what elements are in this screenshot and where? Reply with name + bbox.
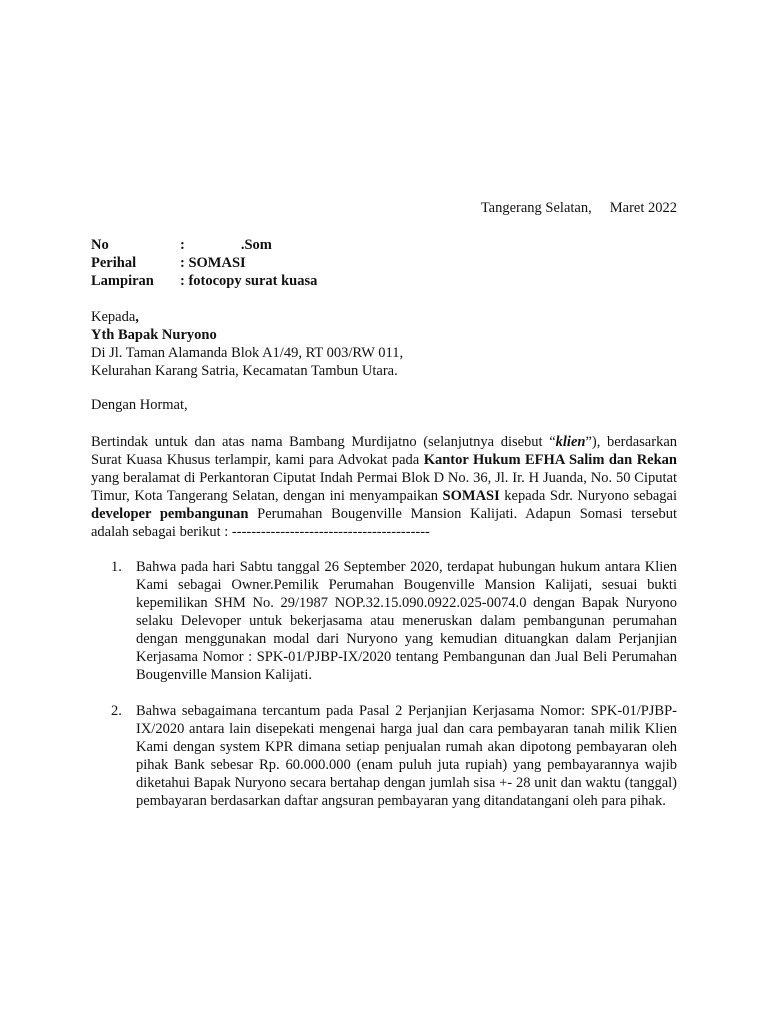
intro-text-4: kepada Sdr. Nuryono sebagai [499, 488, 677, 504]
recipient-block [91, 308, 681, 380]
list-item-text: Bahwa pada hari Sabtu tanggal 26 September 2020, terdapat hubungan hukum antara Klien Kami sebagai Owner.Pemilik Perumahan Bougenville Mansion Kalijati, sesuai bukti kepemilikan SHM No. 29/1987 NOP.32.15.090.0922.025-0074.0 dengan Bapak Nuryono selaku Delevoper untuk bekerjasama atau meneruskan dalam pembangunan perumahan dengan menggunakan modal dari Nuryono yang kemudian dituangkan dalam Perjanjian Kerjasama Nomor : SPK-01/PJBP-IX/2020 tentang Pembangunan dan Jual Beli Perumahan Bougenville Mansion Kalijati. [136, 559, 677, 683]
intro-somasi: SOMASI [442, 488, 500, 504]
letter-meta [91, 236, 317, 290]
intro-firm: Kantor Hukum EFHA Salim dan Rekan [423, 452, 677, 468]
list-item-text: Bahwa sebagaimana tercantum pada Pasal 2 Perjanjian Kerjasama Nomor: SPK-01/PJBP-IX/2020 antara lain disepekati mengenai harga jual dan cara pembayaran tanah milik Klien Kami dengan system KPR dimana setiap penjualan rumah akan dipotong pembayaran oleh pihak Bank sebesar Rp. 60.000.000 (enam puluh juta rupiah) yang pembayarannya wajib diketahui Bapak Nuryono secara bertahap dengan jumlah sisa +- 28 unit dan waktu (tanggal) pembayaran berdasarkan daftar angsuran pembayaran yang ditandatangani oleh para pihak. [136, 703, 677, 809]
meta-row-lampiran [91, 272, 317, 290]
meta-no-colon: : [180, 237, 185, 253]
recipient-address-2: Kelurahan Karang Satria, Kecamatan Tambun Utara. [91, 363, 398, 379]
intro-paragraph [91, 433, 677, 541]
meta-row-perihal [91, 254, 317, 272]
intro-text-3: yang beralamat di Perkantoran Ciputat Indah Permai Blok D No. 36, Jl. Ir. H Juanda, No. 50 Ciputat Timur, Kota Tangerang Selatan, dengan ini menyampaikan [91, 470, 677, 504]
meta-perihal-value: : SOMASI [180, 255, 246, 271]
intro-developer: developer pembangunan [91, 506, 249, 522]
list-item [91, 702, 677, 810]
meta-row-no [91, 236, 317, 254]
recipient-kepada: Kepada [91, 309, 136, 325]
meta-no-label: No [91, 237, 109, 253]
recipient-kepada-comma: , [135, 309, 139, 325]
intro-text-2: ”), berdasarkan Surat Kuasa Khusus terlampir, kami para Advokat pada [91, 434, 678, 468]
recipient-address-1: Di Jl. Taman Alamanda Blok A1/49, RT 003/RW 011, [91, 345, 404, 361]
list-item-number: 2. [111, 703, 122, 719]
list-item [91, 558, 677, 684]
intro-text-1: Bertindak untuk dan atas nama Bambang Murdijatno (selanjutnya disebut “ [91, 434, 556, 450]
intro-klien: klien [555, 434, 586, 450]
recipient-name: Yth Bapak Nuryono [91, 327, 217, 343]
date-city: Tangerang Selatan, [480, 200, 592, 216]
numbered-list [91, 558, 677, 828]
list-item-number: 1. [111, 559, 122, 575]
recipient-kepada-line [91, 308, 681, 326]
date-month-year: Maret 2022 [609, 200, 677, 216]
greeting: Dengan Hormat, [91, 397, 188, 413]
meta-lampiran-label: Lampiran [91, 273, 154, 289]
meta-no-value: .Som [240, 237, 272, 253]
meta-perihal-label: Perihal [91, 255, 137, 271]
intro-text-5: Perumahan Bougenville Mansion Kalijati. Adapun Somasi tersebut adalah sebagai berikut : ----------------------------------------- [91, 506, 677, 540]
date-line [481, 200, 677, 217]
meta-lampiran-value: : fotocopy surat kuasa [180, 273, 318, 289]
